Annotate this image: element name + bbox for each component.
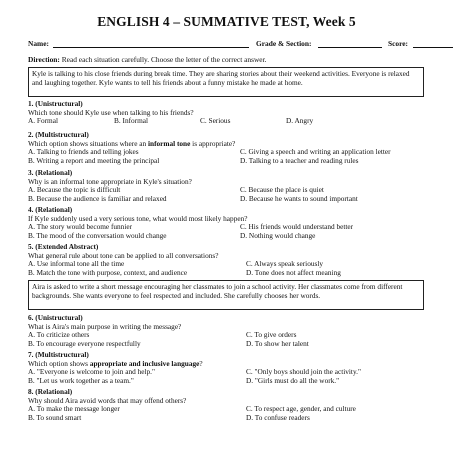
question-stem: What is Aira's main purpose in writing the message? [28, 321, 182, 331]
option-b[interactable]: B. "Let us work together as a team." [28, 375, 134, 385]
option-a[interactable]: A. "Everyone is welcome to join and help." [28, 367, 155, 377]
page-title: ENGLISH 4 – SUMMATIVE TEST, Week 5 [97, 14, 356, 29]
question-heading: 7. (Multistructural) [28, 350, 89, 359]
option-c[interactable]: C. Always speak seriously [246, 259, 324, 269]
question-heading: 3. (Relational) [28, 168, 73, 177]
options-row [28, 195, 424, 204]
option-c[interactable]: C. To respect age, gender, and culture [246, 404, 356, 414]
option-a[interactable]: A. Formal [28, 116, 58, 126]
options-row [28, 377, 424, 386]
direction-line [28, 55, 266, 64]
question-2 [28, 131, 424, 165]
options-row [28, 405, 424, 414]
option-d[interactable]: D. Angry [286, 116, 314, 126]
question-stem: Which option shows appropriate and inclusive language? [28, 358, 203, 368]
question-7 [28, 351, 424, 385]
direction-text: Read each situation carefully. Choose the letter of the correct answer. [61, 55, 267, 64]
option-c[interactable]: C. To give orders [246, 330, 297, 340]
question-heading: 4. (Relational) [28, 205, 73, 214]
situation-text: Kyle is talking to his close friends during break time. They are sharing stories about their weekend activities. Everyone is relaxed and laughing together. Kyle wants to tell his friends about a funny mistake he made at home. [32, 69, 410, 88]
question-6 [28, 314, 424, 348]
question-stem: Which option shows situations where an informal tone is appropriate? [28, 138, 236, 148]
option-b[interactable]: B. Match the tone with purpose, context, and audience [28, 267, 188, 277]
option-d[interactable]: D. To show her talent [246, 338, 309, 348]
question-1 [28, 100, 424, 126]
option-d[interactable]: D. Because he wants to sound important [240, 193, 358, 203]
option-b[interactable]: B. Informal [114, 116, 149, 126]
options-row [28, 340, 424, 349]
situation-box-aira [28, 280, 424, 310]
direction-label: Direction: [28, 55, 60, 64]
option-b[interactable]: B. To encourage everyone respectfully [28, 338, 141, 348]
situation-box-kyle [28, 67, 424, 97]
question-heading: 5. (Extended Abstract) [28, 242, 99, 251]
question-stem: Which tone should Kyle use when talking to his friends? [28, 107, 194, 117]
question-heading: 1. (Unistructural) [28, 99, 83, 108]
option-a[interactable]: A. Use informal tone all the time [28, 259, 125, 269]
options-row [28, 232, 424, 241]
student-info-row [28, 39, 429, 51]
question-heading: 2. (Multistructural) [28, 130, 89, 139]
grade-section-label: Grade & Section: [256, 39, 312, 48]
options-row [28, 269, 424, 278]
option-d[interactable]: D. "Girls must do all the work." [246, 375, 340, 385]
option-b[interactable]: B. The mood of the conversation would change [28, 230, 167, 240]
option-d[interactable]: D. Nothing would change [240, 230, 316, 240]
question-4 [28, 206, 424, 240]
option-a[interactable]: A. Because the topic is difficult [28, 185, 121, 195]
situation-text: Aira is asked to write a short message encouraging her classmates to join a school activity. Her classmates come from different backgrounds. She wants everyone to feel respected and included. She carefully chooses her words. [32, 282, 403, 301]
question-heading: 6. (Unistructural) [28, 313, 83, 322]
option-b[interactable]: B. Writing a report and meeting the principal [28, 155, 160, 165]
option-c[interactable]: C. Because the place is quiet [240, 185, 324, 195]
name-label: Name: [28, 39, 49, 48]
grade-section-blank[interactable] [318, 47, 382, 48]
question-5 [28, 243, 424, 277]
question-stem: What general rule about tone can be applied to all conversations? [28, 250, 219, 260]
options-row [28, 414, 424, 423]
option-b[interactable]: B. Because the audience is familiar and relaxed [28, 193, 167, 203]
option-c[interactable]: C. Giving a speech and writing an application letter [240, 147, 391, 157]
question-stem: Why should Aira avoid words that may offend others? [28, 395, 187, 405]
option-d[interactable]: D. Talking to a teacher and reading rules [240, 155, 359, 165]
score-blank[interactable] [413, 47, 453, 48]
score-label: Score: [388, 39, 408, 48]
option-d[interactable]: D. To confuse readers [246, 412, 310, 422]
option-c[interactable]: C. His friends would understand better [240, 222, 354, 232]
option-a[interactable]: A. To criticize others [28, 330, 90, 340]
option-c[interactable]: C. "Only boys should join the activity." [246, 367, 361, 377]
question-8 [28, 388, 424, 422]
question-heading: 8. (Relational) [28, 387, 73, 396]
option-a[interactable]: A. The story would become funnier [28, 222, 133, 232]
option-d[interactable]: D. Tone does not affect meaning [246, 267, 341, 277]
options-row [28, 157, 424, 166]
question-stem: Why is an informal tone appropriate in Kyle's situation? [28, 176, 192, 186]
options-row [28, 117, 424, 126]
option-c[interactable]: C. Serious [200, 116, 231, 126]
option-a[interactable]: A. Talking to friends and telling jokes [28, 147, 139, 157]
option-b[interactable]: B. To sound smart [28, 412, 82, 422]
option-a[interactable]: A. To make the message longer [28, 404, 120, 414]
name-blank[interactable] [53, 47, 249, 48]
question-stem: If Kyle suddenly used a very serious tone, what would most likely happen? [28, 213, 248, 223]
question-3 [28, 169, 424, 203]
